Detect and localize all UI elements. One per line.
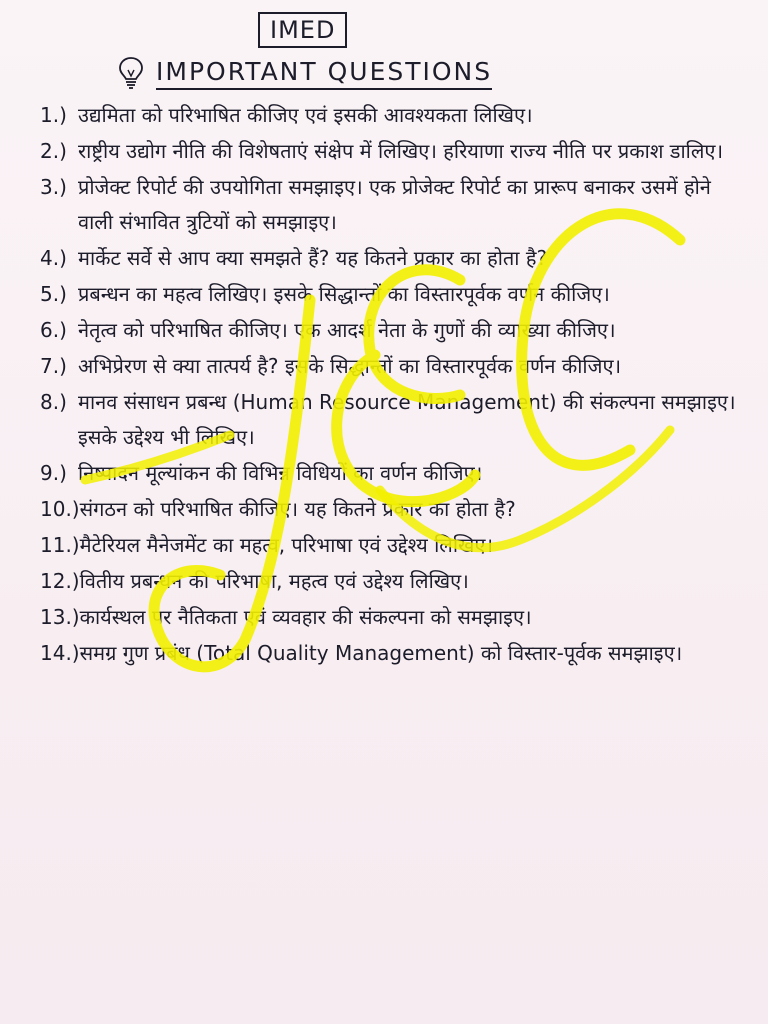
question-text: प्रोजेक्ट रिपोर्ट की उपयोगिता समझाइए। एक प्रोजेक्ट रिपोर्ट का प्रारूप बनाकर उसमें होने वाली संभावित त्रुटियों को समझाइए। xyxy=(78,175,711,234)
question-item xyxy=(40,277,752,312)
question-number: 6.) xyxy=(40,318,67,342)
question-number: 9.) xyxy=(40,461,67,485)
question-text: कार्यस्थल पर नैतिकता एवं व्यवहार की संकल्पना को समझाइए। xyxy=(79,605,532,629)
question-number: 2.) xyxy=(40,139,67,163)
question-text: वितीय प्रबन्धन की परिभाषा, महत्व एवं उद्देश्य लिखिए। xyxy=(79,569,469,593)
question-number: 1.) xyxy=(40,103,67,127)
question-list xyxy=(40,98,752,672)
question-item xyxy=(40,313,752,348)
lightbulb-icon xyxy=(118,56,144,90)
question-text: अभिप्रेरण से क्या तात्पर्य है? इसके सिद्धान्तों का विस्तारपूर्वक वर्णन कीजिए। xyxy=(78,354,622,378)
question-number: 8.) xyxy=(40,390,67,414)
heading-row xyxy=(118,56,492,90)
question-number: 5.) xyxy=(40,282,67,306)
question-text: राष्ट्रीय उद्योग नीति की विशेषताएं संक्षेप में लिखिए। हरियाणा राज्य नीति पर प्रकाश डालिए। xyxy=(78,139,724,163)
question-number: 3.) xyxy=(40,175,67,199)
question-text: मैटेरियल मैनेजमेंट का महत्व, परिभाषा एवं उद्देश्य लिखिए। xyxy=(79,533,494,557)
question-number: 7.) xyxy=(40,354,67,378)
question-item xyxy=(40,636,752,671)
question-number: 12.) xyxy=(40,569,80,593)
question-text: मार्केट सर्वे से आप क्या समझते हैं? यह कितने प्रकार का होता है? xyxy=(78,246,548,270)
question-number: 11.) xyxy=(40,533,80,557)
question-number: 14.) xyxy=(40,641,80,665)
question-item xyxy=(40,134,752,169)
question-item xyxy=(40,241,752,276)
question-text: संगठन को परिभाषित कीजिए। यह कितने प्रकार का होता है? xyxy=(79,497,516,521)
page-heading: IMPORTANT QUESTIONS xyxy=(156,57,492,90)
question-number: 10.) xyxy=(40,497,80,521)
question-number: 13.) xyxy=(40,605,80,629)
question-number: 4.) xyxy=(40,246,67,270)
question-item xyxy=(40,456,752,491)
question-text: समग्र गुण प्रबंध (Total Quality Management) को विस्तार-पूर्वक समझाइए। xyxy=(79,641,683,665)
question-item xyxy=(40,528,752,563)
question-text: निष्पादन मूल्यांकन की विभिन्न विधियों का वर्णन कीजिए। xyxy=(78,461,483,485)
question-item xyxy=(40,600,752,635)
question-item xyxy=(40,170,752,240)
question-item xyxy=(40,385,752,455)
question-text: नेतृत्व को परिभाषित कीजिए। एक आदर्श नेता के गुणों की व्याख्या कीजिए। xyxy=(78,318,616,342)
question-text: प्रबन्धन का महत्व लिखिए। इसके सिद्धान्तों का विस्तारपूर्वक वर्णन कीजिए। xyxy=(78,282,610,306)
question-item xyxy=(40,564,752,599)
question-text: मानव संसाधन प्रबन्ध (Human Resource Management) की संकल्पना समझाइए। इसके उद्देश्य भी लिखिए। xyxy=(78,390,736,449)
question-item xyxy=(40,349,752,384)
question-item xyxy=(40,98,752,133)
question-item xyxy=(40,492,752,527)
question-text: उद्यमिता को परिभाषित कीजिए एवं इसकी आवश्यकता लिखिए। xyxy=(78,103,533,127)
subject-box: IMED xyxy=(258,12,347,48)
